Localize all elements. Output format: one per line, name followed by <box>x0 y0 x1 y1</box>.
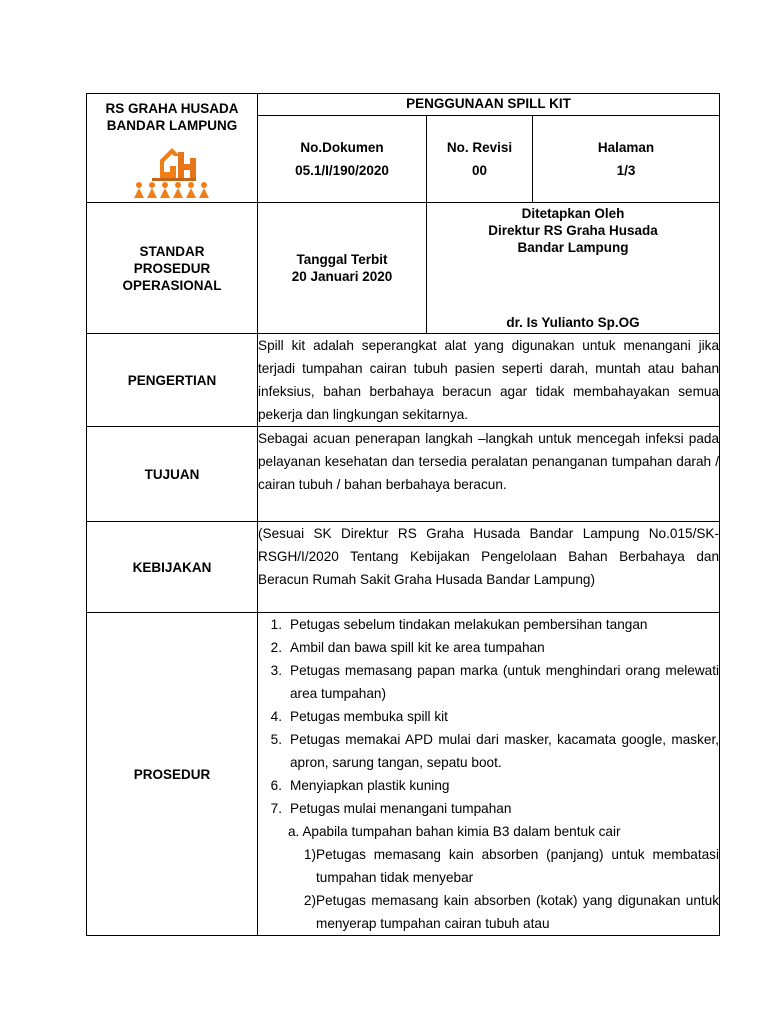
kebijakan-text: (Sesuai SK Direktur RS Graha Husada Bandar Lampung No.015/SK-RSGH/I/2020 Tentang Kebijakan Pengelolaan Bahan Berbahaya dan Beracun Rumah Sakit Graha Husada Bandar Lampung) <box>258 522 720 613</box>
issued-label: Tanggal Terbit <box>296 252 388 267</box>
procedure-step <box>258 728 719 774</box>
pengertian-text: Spill kit adalah seperangkat alat yang digunakan untuk menangani jika terjadi tumpahan cairan tubuh pasien seperti darah, muntah atau bahan infeksius, bahan berbahaya beracun agar tidak membahayakan semua pekerja dan lingkungan sekitarnya. <box>258 334 720 427</box>
pengertian-label: PENGERTIAN <box>87 334 258 427</box>
page-cell <box>533 116 720 203</box>
procedure-step-text: Petugas membuka spill kit <box>290 709 448 724</box>
procedure-step-text: Petugas mulai menangani tumpahan <box>290 801 512 816</box>
procedure-step-text: Petugas memasang papan marka (untuk menghindari orang melewati area tumpahan) <box>290 663 720 701</box>
prosedur-label: PROSEDUR <box>87 613 258 936</box>
procedure-step <box>258 797 719 820</box>
procedure-sub-step-number: 2) <box>303 893 316 908</box>
revision-value: 00 <box>471 163 488 178</box>
issued-date-cell <box>258 203 427 334</box>
procedure-steps-list <box>258 613 719 820</box>
kebijakan-label: KEBIJAKAN <box>87 522 258 613</box>
procedure-sub-step-number: 1) <box>303 847 316 862</box>
procedure-step <box>258 613 719 636</box>
procedure-sub-step-text: Petugas memasang kain absorben (panjang) untuk membatasi tumpahan tidak menyebar <box>316 847 720 885</box>
procedure-step <box>258 636 719 659</box>
procedure-step <box>258 705 719 728</box>
procedure-step-text: Petugas memakai APD mulai dari masker, kacamata google, masker, apron, sarung tangan, sepatu boot. <box>290 732 720 770</box>
procedure-sub-a: a. Apabila tumpahan bahan kimia B3 dalam bentuk cair <box>288 824 621 839</box>
procedure-step-text: Petugas sebelum tindakan melakukan pembersihan tangan <box>290 617 648 632</box>
prosedur-content <box>258 613 720 936</box>
page-value: 1/3 <box>616 163 636 178</box>
procedure-step-number: 2. <box>270 640 282 655</box>
procedure-step-text: Menyiapkan plastik kuning <box>290 778 450 793</box>
procedure-step <box>258 659 719 705</box>
procedure-sub-step <box>258 843 719 889</box>
approval-cell: Ditetapkan Oleh Direktur RS Graha Husada Bandar Lampung dr. Is Yulianto Sp.OG <box>427 203 720 334</box>
tujuan-label: TUJUAN <box>87 427 258 522</box>
procedure-sub-steps <box>258 843 719 935</box>
procedure-step-text: Ambil dan bawa spill kit ke area tumpahan <box>290 640 545 655</box>
doc-number-label: No.Dokumen <box>300 140 384 155</box>
procedure-sub-step <box>258 889 719 935</box>
procedure-sub-step-text: Petugas memasang kain absorben (kotak) yang digunakan untuk menyerap tumpahan cairan tubuh atau <box>316 893 720 931</box>
revision-label: No. Revisi <box>446 140 513 155</box>
procedure-step-number: 1. <box>270 617 282 632</box>
procedure-step-number: 5. <box>270 732 282 747</box>
doc-number-cell <box>258 116 427 203</box>
hospital-cell <box>87 94 258 203</box>
tujuan-text: Sebagai acuan penerapan langkah –langkah untuk mencegah infeksi pada pelayanan kesehatan dan tersedia peralatan penanganan tumpahan darah / cairan tubuh / bahan berbahaya beracun. <box>258 427 720 522</box>
procedure-step-number: 4. <box>270 709 282 724</box>
procedure-step-number: 6. <box>270 778 282 793</box>
document-title: PENGGUNAAN SPILL KIT <box>258 94 720 116</box>
sop-document-table <box>86 93 720 936</box>
doc-number-value: 05.1/I/190/2020 <box>295 163 389 178</box>
procedure-step <box>258 774 719 797</box>
hospital-logo-icon <box>130 142 214 200</box>
issued-date: 20 Januari 2020 <box>291 269 393 284</box>
page-label: Halaman <box>597 140 655 155</box>
procedure-step-number: 3. <box>270 663 282 678</box>
hospital-name: RS GRAHA HUSADA BANDAR LAMPUNG <box>105 101 239 133</box>
sop-label-cell: STANDAR PROSEDUR OPERASIONAL <box>87 203 258 334</box>
procedure-step-number: 7. <box>270 801 282 816</box>
signatory-name: dr. Is Yulianto Sp.OG <box>506 315 640 330</box>
revision-cell <box>427 116 533 203</box>
